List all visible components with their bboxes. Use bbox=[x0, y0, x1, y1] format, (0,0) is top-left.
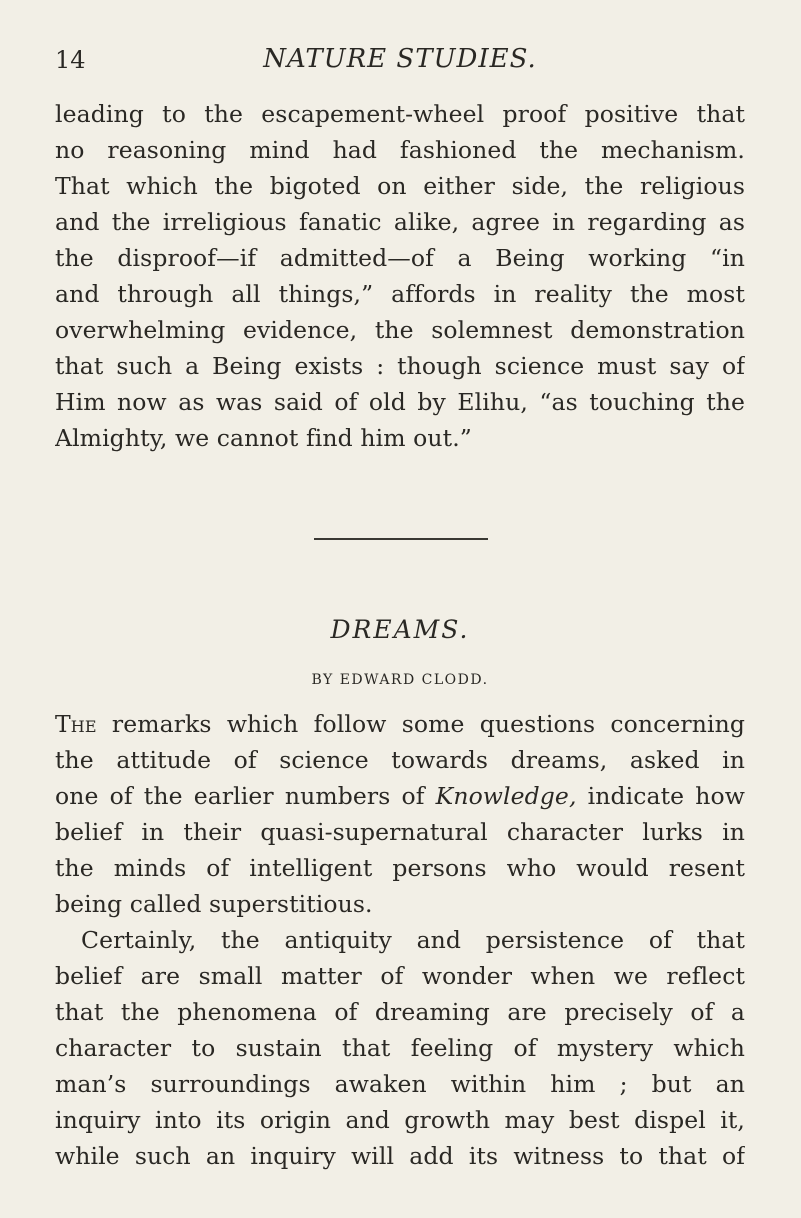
text-line: belief are small matter of wonder when we reflect bbox=[55, 962, 745, 990]
text-line: that the phenomena of dreaming are precisely of a bbox=[55, 998, 745, 1026]
text-line: inquiry into its origin and growth may best dispel it, bbox=[55, 1106, 745, 1134]
text-line bbox=[55, 706, 745, 742]
text-line: Almighty, we cannot find him out.” bbox=[55, 424, 472, 452]
text-line: man’s surroundings awaken within him ; but an bbox=[55, 1070, 745, 1098]
article-body bbox=[55, 706, 745, 1174]
text-line: the minds of intelligent persons who would resent bbox=[55, 854, 745, 882]
section-title: DREAMS. bbox=[330, 615, 470, 644]
text-line: the attitude of science towards dreams, asked in bbox=[55, 746, 745, 774]
text-line: belief in their quasi-supernatural character lurks in bbox=[55, 818, 745, 846]
text-line: That which the bigoted on either side, the religious bbox=[55, 172, 745, 200]
publication-title: Knowledge, bbox=[435, 782, 577, 810]
paragraph-continued bbox=[55, 96, 745, 456]
text-line: Him now as was said of old by Elihu, “as touching the bbox=[55, 388, 745, 416]
text-segment: indicate how bbox=[576, 782, 745, 810]
section-divider bbox=[314, 538, 488, 540]
text-line: and through all things,” affords in reality the most bbox=[55, 280, 745, 308]
text-line: leading to the escapement-wheel proof positive that bbox=[55, 100, 745, 128]
text-line: no reasoning mind had fashioned the mechanism. bbox=[55, 136, 745, 164]
author-byline: BY EDWARD CLODD. bbox=[311, 672, 489, 688]
text-line bbox=[55, 778, 745, 814]
page-number: 14 bbox=[55, 46, 86, 74]
text-line: being called superstitious. bbox=[55, 890, 373, 918]
text-line: character to sustain that feeling of mystery which bbox=[55, 1034, 745, 1062]
drop-word: The bbox=[55, 710, 97, 738]
text-line: that such a Being exists : though science must say of bbox=[55, 352, 745, 380]
text-line: overwhelming evidence, the solemnest demonstration bbox=[55, 316, 745, 344]
text-line: the disproof—if admitted—of a Being working “in bbox=[55, 244, 745, 272]
text-line: and the irreligious fanatic alike, agree in regarding as bbox=[55, 208, 745, 236]
text-line: Certainly, the antiquity and persistence of that bbox=[81, 926, 745, 954]
text-segment: one of the earlier numbers of bbox=[55, 782, 436, 810]
text-segment: remarks which follow some questions concerning bbox=[96, 710, 745, 738]
text-line: while such an inquiry will add its witness to that of bbox=[55, 1142, 745, 1170]
running-head bbox=[55, 34, 745, 74]
running-title: NATURE STUDIES. bbox=[263, 44, 537, 74]
